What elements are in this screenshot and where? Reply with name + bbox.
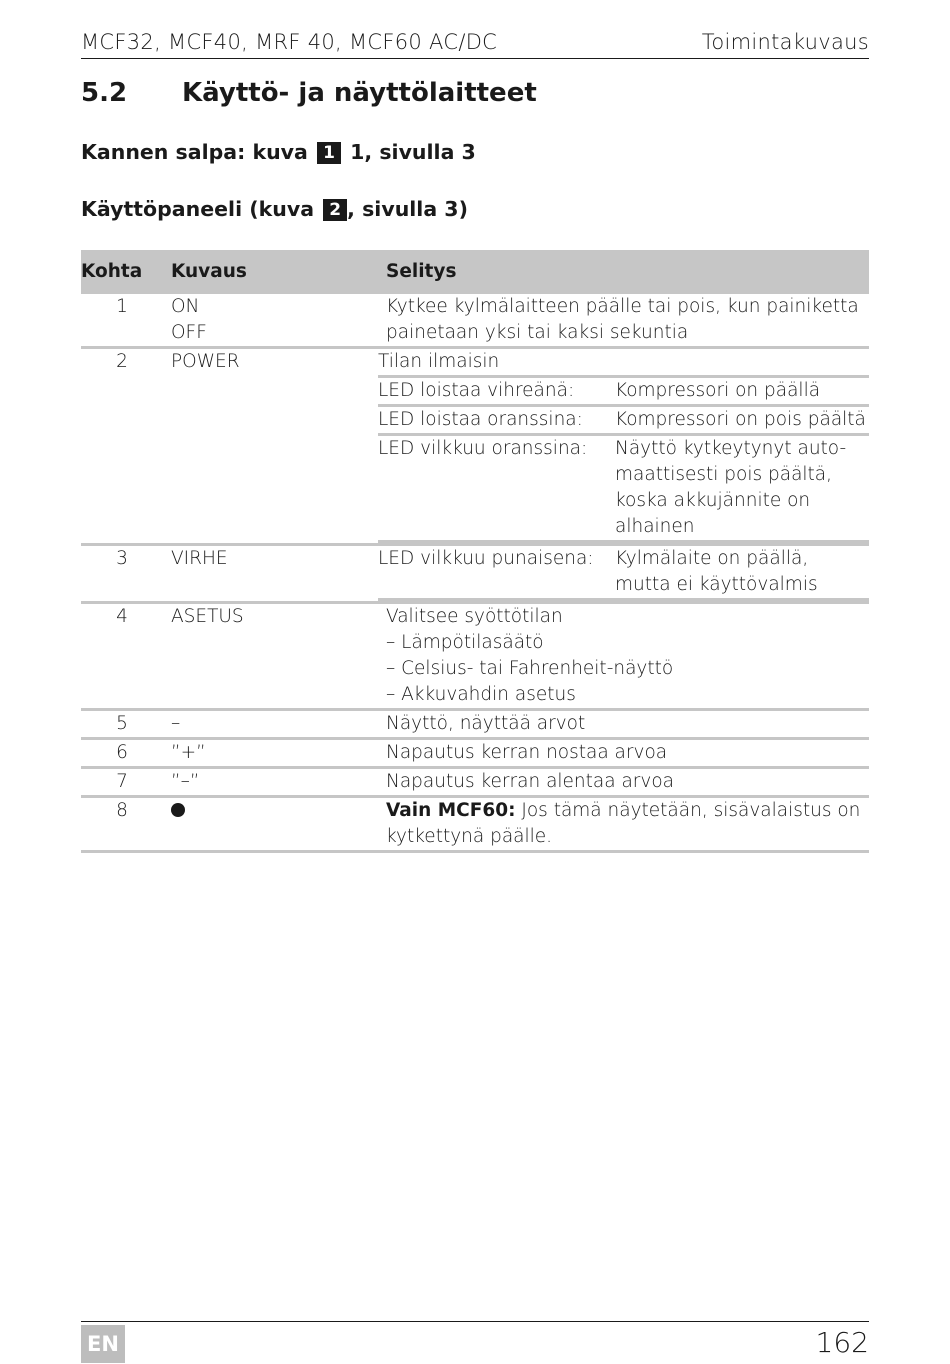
kuvaus-off: OFF [171, 322, 207, 343]
model-note-prefix: Vain MCF60: [386, 800, 516, 821]
section-title: Käyttö- ja näyttölaitteet [182, 78, 537, 108]
page-header [81, 28, 869, 59]
row-kuvaus [163, 797, 378, 852]
led-label: LED vilkkuu punaisena: [378, 546, 607, 600]
lid-latch-suffix: 1, sivulla 3 [350, 140, 476, 164]
row-kuvaus [163, 294, 378, 348]
selitys-text: Tilan ilmaisin [378, 349, 869, 377]
led-label: LED loistaa vihreänä: [378, 377, 607, 406]
control-panel-heading [81, 197, 468, 221]
control-panel-prefix: Käyttöpaneeli (kuva [81, 197, 315, 221]
table-row [81, 545, 869, 603]
table-row [81, 294, 869, 348]
row-selitys [378, 797, 869, 852]
control-panel-table [81, 250, 869, 853]
row-kohta: 1 [81, 294, 163, 348]
row-kohta: 6 [81, 739, 163, 768]
table-row [81, 768, 869, 797]
row-selitys [378, 348, 869, 545]
row-kohta: 5 [81, 710, 163, 739]
led-value: Näyttö kytkeytynyt auto-maattisesti pois päältä, koska akkujännite on alhainen [607, 435, 869, 542]
row-kuvaus: VIRHE [163, 545, 378, 603]
kuvaus-on: ON [171, 296, 200, 317]
lid-latch-heading [81, 140, 476, 164]
header-selitys: Selitys [378, 250, 869, 294]
table-row [81, 797, 869, 852]
header-kuvaus: Kuvaus [163, 250, 378, 294]
led-label: LED loistaa oranssina: [378, 406, 607, 435]
subtable-row [378, 349, 869, 377]
selitys-line: Valitsee syöttötilan [386, 606, 563, 627]
language-badge: EN [81, 1325, 125, 1363]
table-header-row [81, 250, 869, 294]
header-models: MCF32, MCF40, MRF 40, MCF60 AC/DC [81, 30, 498, 54]
table-row [81, 348, 869, 545]
row-kohta: 7 [81, 768, 163, 797]
figure-badge-1: 1 [317, 142, 341, 164]
row-kohta: 2 [81, 348, 163, 545]
lid-latch-prefix: Kannen salpa: kuva [81, 140, 308, 164]
control-panel-suffix: , sivulla 3) [347, 197, 468, 221]
row-kohta: 3 [81, 545, 163, 603]
header-kohta: Kohta [81, 250, 163, 294]
row-kuvaus: ”–” [163, 768, 378, 797]
row-kuvaus: – [163, 710, 378, 739]
selitys-line: – Celsius- tai Fahrenheit-näyttö [386, 658, 674, 679]
led-value: Kompressori on pois päältä [607, 406, 869, 435]
header-chapter: Toimintakuvaus [701, 30, 869, 54]
figure-badge-2: 2 [323, 199, 347, 221]
row-selitys [378, 603, 869, 710]
filled-circle-icon [171, 803, 185, 817]
subtable-row [378, 435, 869, 542]
table-row [81, 710, 869, 739]
row-kuvaus: ASETUS [163, 603, 378, 710]
row-selitys: Kytkee kylmälaitteen päälle tai pois, kun painiketta painetaan yksi tai kaksi sekuntia [378, 294, 869, 348]
page-number: 162 [815, 1326, 869, 1359]
subtable-row [378, 406, 869, 435]
error-subtable [378, 546, 869, 601]
table-row [81, 739, 869, 768]
subtable-row [378, 546, 869, 600]
selitys-line: – Akkuvahdin asetus [386, 684, 576, 705]
row-kuvaus: POWER [163, 348, 378, 545]
table-row [81, 603, 869, 710]
led-label: LED vilkkuu oranssina: [378, 435, 607, 542]
led-status-subtable [378, 349, 869, 543]
model-note-text: Jos tämä näytetään, sisävalaistus on kytkettynä päälle. [386, 800, 861, 847]
row-kuvaus: ”+” [163, 739, 378, 768]
row-selitys: Napautus kerran nostaa arvoa [378, 739, 869, 768]
row-selitys: Näyttö, näyttää arvot [378, 710, 869, 739]
section-number: 5.2 [81, 78, 128, 108]
selitys-line: – Lämpötilasäätö [386, 632, 544, 653]
subtable-row [378, 377, 869, 406]
row-kohta: 4 [81, 603, 163, 710]
row-selitys [378, 545, 869, 603]
led-value: Kylmälaite on päällä, mutta ei käyttövalmis [607, 546, 869, 600]
page-footer [81, 1321, 869, 1359]
row-selitys: Napautus kerran alentaa arvoa [378, 768, 869, 797]
row-kohta: 8 [81, 797, 163, 852]
led-value: Kompressori on päällä [607, 377, 869, 406]
